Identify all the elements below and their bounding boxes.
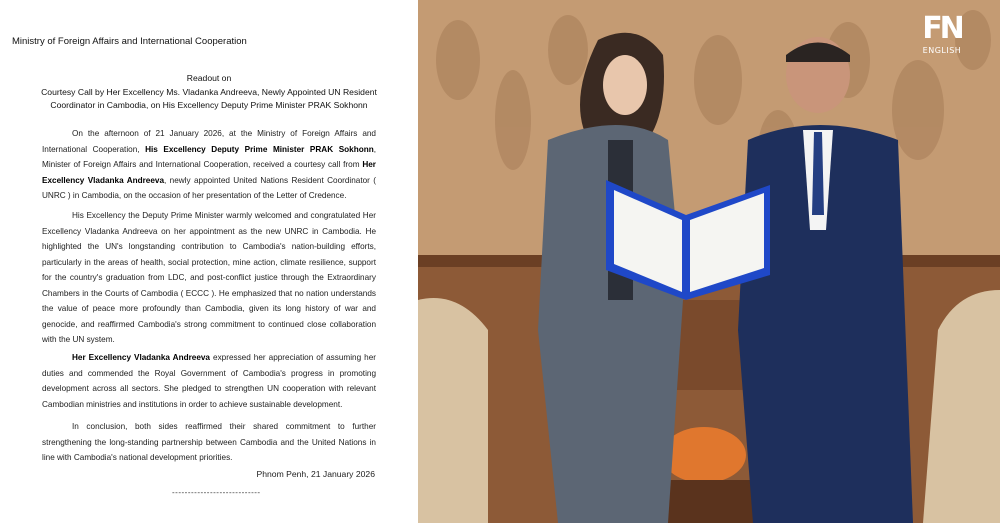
paragraph-1 [42, 126, 376, 204]
paragraph-3-unrc-name: Her Excellency Vladanka Andreeva [72, 353, 210, 362]
fn-english-logo [912, 12, 972, 56]
photo-illustration [418, 0, 1000, 523]
heading-line-1: Readout on [186, 73, 232, 83]
courtesy-call-photo [418, 0, 1000, 523]
flower-arrangement [662, 427, 746, 483]
paragraph-1-dpm-name: His Excellency Deputy Prime Minister PRAK Sokhonn [145, 144, 374, 154]
left-chair [418, 298, 488, 523]
paragraph-1-text-e: , newly appointed United Nations Resident Coordinator ( UNRC ) in Cambodia, on the occasion of her presentation of the Letter of Credence. [42, 175, 376, 200]
press-release-document [0, 0, 418, 523]
paragraph-1-text-c: , Minister of Foreign Affairs and International Cooperation, received a courtesy call from [42, 144, 376, 169]
paragraph-2-text: His Excellency the Deputy Prime Minister warmly welcomed and congratulated Her Excellency Vladanka Andreeva on her appointment as the new UNRC in Cambodia. He highlighted the UN's longstanding contribution to Cambodia's nation-building efforts, particularly in the areas of health, social protection, mine action, climate resilience, support for the country's graduation from LDC, and post-conflict justice through the Extraordinary Chambers in the Courts of Cambodia ( ECCC ). He emphasized that no nation understands the value of peace more profoundly than Cambodia, given its long history of war and genocide, and reaffirmed Cambodia's strong commitment to continued close collaboration with the UN system. [42, 211, 376, 344]
paragraph-1-text-a: On the afternoon of 21 January 2026, at the Ministry of Foreign Affairs and International Cooperation, [42, 129, 376, 154]
ministry-name: Ministry of Foreign Affairs and International Cooperation [12, 36, 247, 47]
closing-divider: ---------------------------- [172, 488, 261, 497]
heading-line-2: Courtesy Call by Her Excellency Ms. Vladanka Andreeva, Newly Appointed UN Resident [41, 86, 377, 97]
paragraph-2 [42, 208, 376, 348]
document-heading [36, 72, 382, 113]
heading-line-3: Coordinator in Cambodia, on His Excellency Deputy Prime Minister PRAK Sokhonn [50, 100, 368, 111]
fn-logo-mark: FN [922, 11, 962, 46]
paragraph-1-unrc-name: Her Excellency Vladanka Andreeva [42, 160, 376, 185]
place-and-date: Phnom Penh, 21 January 2026 [256, 469, 375, 479]
paragraph-4 [42, 419, 376, 466]
paragraph-3 [42, 350, 376, 412]
paragraph-3-text: expressed her appreciation of assuming her duties and commended the Royal Government of Cambodia's progress in promoting development across all sectors. She pledged to strengthen UN cooperation with relevant Cambodian ministries and institutions in order to achieve sustainable development. [42, 353, 376, 409]
fn-logo-label: ENGLISH [922, 46, 962, 55]
paragraph-4-text: In conclusion, both sides reaffirmed their shared commitment to further strengthening the long-standing partnership between Cambodia and the United Nations in line with Cambodia's national development priorities. [42, 422, 376, 462]
